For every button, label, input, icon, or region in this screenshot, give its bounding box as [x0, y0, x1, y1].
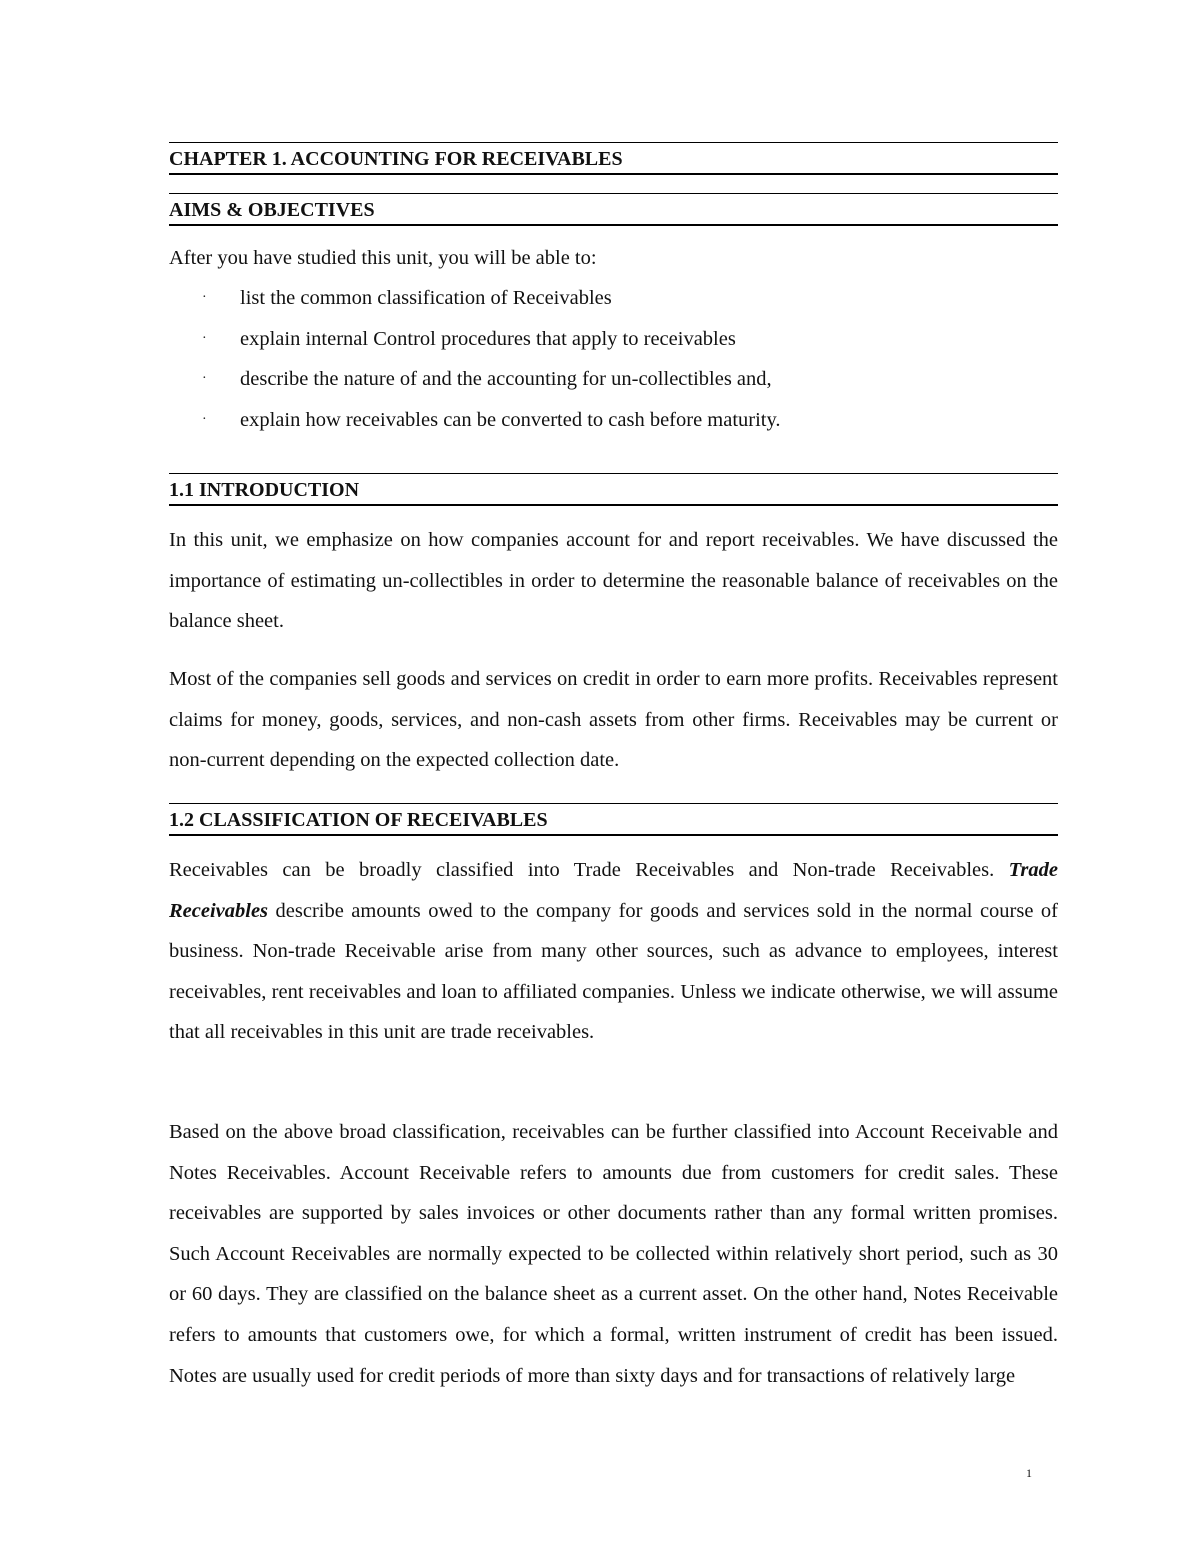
bullet-icon: ·: [202, 411, 207, 427]
aims-heading: [169, 193, 1058, 226]
aims-intro: After you have studied this unit, you will be able to:: [169, 247, 597, 269]
introduction-heading: [169, 473, 1058, 506]
aims-heading-text: AIMS & OBJECTIVES: [169, 199, 375, 221]
introduction-paragraph-2: Most of the companies sell goods and services on credit in order to earn more profits. Receivables represent claims for money, goods, services, and non-cash assets from other firms. Receivables may be current or non-current depending on the expected collection date.: [169, 668, 1058, 772]
page-number: 1: [1026, 1466, 1032, 1480]
classification-p1-lead: Receivables can be broadly classified into Trade Receivables and Non-trade Receivables.: [169, 859, 995, 881]
classification-heading: [169, 803, 1058, 836]
introduction-paragraph-1: In this unit, we emphasize on how companies account for and report receivables. We have discussed the importance of estimating un-collectibles in order to determine the reasonable balance of receivables on the balance sheet.: [169, 529, 1058, 633]
chapter-title: [169, 142, 1058, 175]
objective-text: describe the nature of and the accounting for un-collectibles and,: [240, 368, 772, 391]
objective-text: list the common classification of Receivables: [240, 287, 612, 309]
classification-p1-rest: describe amounts owed to the company for goods and services sold in the normal course of business. Non-trade Receivable arise from many other sources, such as advance to employees, interest receivables, rent receivables and loan to affiliated companies. Unless we indicate otherwise, we will assume that all receivables in this unit are trade receivables.: [169, 899, 1058, 1044]
classification-paragraph-2: Based on the above broad classification, receivables can be further classified into Account Receivable and Notes Receivables. Account Receivable refers to amounts due from customers for credit sales. These receivables are supported by sales invoices or other documents rather than any formal written promises. Such Account Receivables are normally expected to be collected within relatively short period, such as 30 or 60 days. They are classified on the balance sheet as a current asset. On the other hand, Notes Receivable refers to amounts that customers owe, for which a formal, written instrument of credit has been issued. Notes are usually used for credit periods of more than sixty days and for transactions of relatively large: [169, 1121, 1058, 1387]
objective-text: explain internal Control procedures that apply to receivables: [240, 327, 736, 350]
classification-heading-text: 1.2 CLASSIFICATION OF RECEIVABLES: [169, 809, 548, 831]
chapter-title-text: CHAPTER 1. ACCOUNTING FOR RECEIVABLES: [169, 148, 623, 170]
bullet-icon: ·: [202, 371, 207, 387]
classification-paragraph-1: [169, 850, 1058, 1053]
trade-receivables-term: Trade Receivables: [169, 859, 1058, 922]
objective-text: explain how receivables can be converted to cash before maturity.: [240, 408, 781, 431]
bullet-icon: ·: [202, 330, 207, 346]
bullet-icon: ·: [202, 290, 207, 305]
introduction-heading-text: 1.1 INTRODUCTION: [169, 479, 360, 501]
